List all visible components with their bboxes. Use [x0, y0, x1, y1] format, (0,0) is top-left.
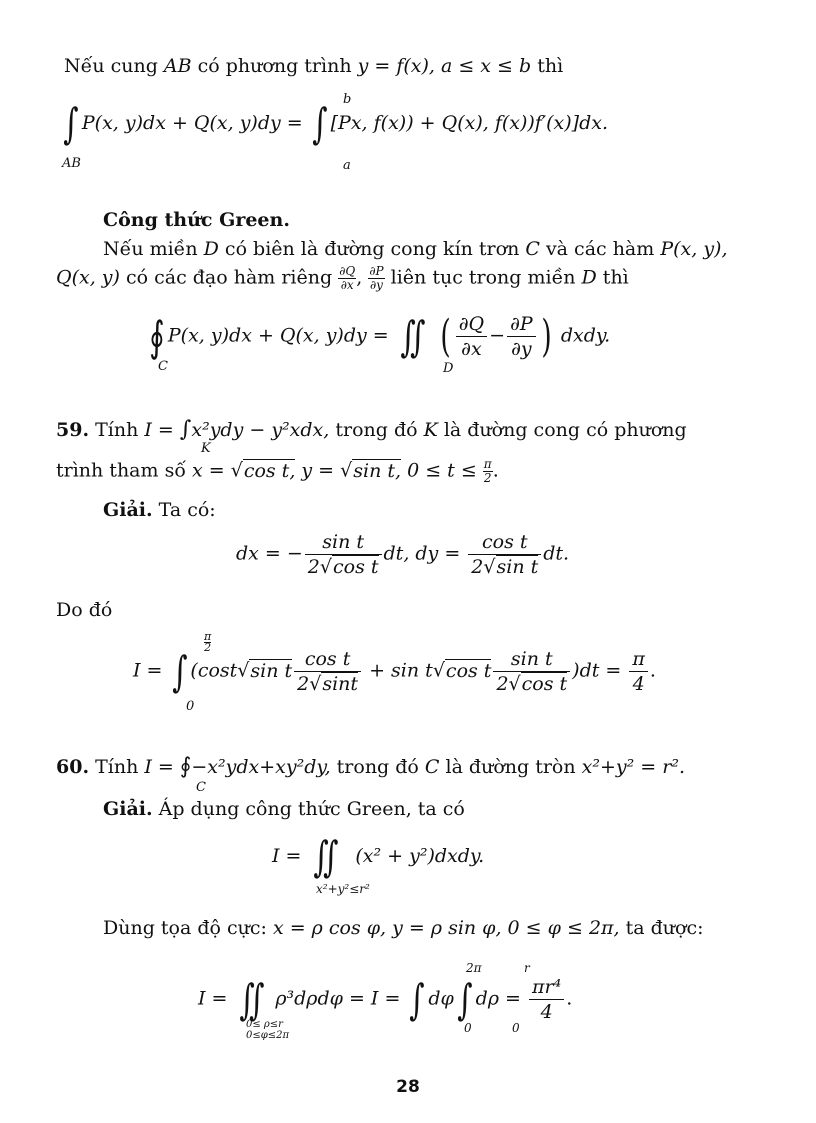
- math-text: trong đó: [329, 419, 424, 441]
- math-text: x = ρ cos φ, y = ρ sin φ, 0 ≤ φ ≤ 2π,: [272, 917, 620, 939]
- math-text: 0≤φ≤2π: [246, 1030, 290, 1041]
- math-text: sint: [322, 673, 359, 695]
- math-text: 60.: [56, 756, 90, 778]
- math-text: P(x, y)dx + Q(x, y)dy =: [167, 324, 389, 347]
- math-text: .: [566, 987, 573, 1010]
- math-text: Ta có:: [152, 499, 216, 521]
- math-text: dt.: [543, 542, 570, 565]
- paragraph-line: [103, 237, 728, 261]
- text: thì: [531, 55, 564, 77]
- solution-intro: [103, 797, 465, 821]
- math-text: trong đó: [330, 756, 425, 778]
- math-text: sin t: [496, 556, 539, 578]
- math-text: sin t: [250, 659, 293, 682]
- problem-59-result: I = ∫ (cost√sin t $\frac{\text{cos t}}{2√\sin t}$ + sin t√cos t $\frac{\text{sin t}}{\text{2√cos t}}$ )dt = $\frac{\pi}{4}$ .: [133, 646, 656, 696]
- integral-lower-limit: D: [443, 361, 454, 376]
- fraction: [456, 312, 487, 361]
- math-text: P(x, y),: [660, 238, 728, 260]
- integral-region: [246, 1019, 289, 1041]
- integral-region: x²+y²≤r²: [316, 882, 370, 896]
- math: y = f(x), a ≤ x ≤ b: [357, 55, 532, 77]
- problem-60-double-integral: [272, 832, 485, 881]
- integral-upper-limit: b: [343, 92, 352, 107]
- math-text: trình tham số: [56, 459, 192, 482]
- integral-lower-limit: 0: [186, 699, 195, 714]
- integral-sign: ∫: [409, 974, 426, 1024]
- math-text: ∂P: [369, 264, 384, 278]
- parenthesis: ): [541, 310, 552, 362]
- math-text: 2: [496, 673, 509, 695]
- problem-59-statement: 59. Tính I = ∫x²ydy − y²xdx, trong đó K là đường cong có phương: [56, 417, 687, 442]
- math-text: 2: [483, 471, 492, 485]
- math-text: là đường cong có phương: [437, 419, 687, 441]
- integral-lower-limit: K: [201, 441, 211, 456]
- math-text: −: [489, 324, 506, 347]
- math-text: .: [492, 459, 499, 482]
- math-text: ∂x: [340, 278, 354, 292]
- math-text: ∂y: [511, 338, 532, 360]
- math-text: C: [525, 238, 540, 260]
- problem-60-statement: 60. Tính I = ∮−x²ydx+xy²dy, trong đó C là đường tròn x²+y² = r².: [56, 754, 685, 779]
- integral-lower-limit: C: [196, 780, 206, 795]
- fraction: [368, 265, 384, 292]
- text: Nếu cung: [64, 55, 164, 77]
- math-text: có các đạo hàm riêng: [119, 266, 339, 289]
- math-text: ∂Q: [456, 312, 487, 337]
- math-text: C: [424, 756, 440, 778]
- math-text: π: [204, 630, 212, 643]
- math-text: 4: [540, 1001, 553, 1023]
- problem-60-result: [198, 975, 572, 1024]
- math-text: I =: [144, 756, 180, 778]
- math-text: x =: [191, 459, 231, 482]
- integral-lower-limit: AB: [62, 156, 81, 171]
- integral-lower-limit: a: [343, 158, 351, 173]
- math-text: I =: [144, 419, 174, 441]
- integral-lower-limit: C: [158, 359, 168, 374]
- fraction: [338, 265, 356, 292]
- fraction: $\frac{\text{cos t}}{2√\sin t}$: [294, 647, 361, 696]
- double-integral-sign: ∬: [400, 311, 426, 361]
- math-text: y =: [295, 459, 341, 482]
- math-text: liên tục trong miền: [384, 266, 582, 289]
- math-text: + sin t: [363, 659, 433, 682]
- math-text: cos t: [468, 530, 541, 555]
- math-text: Q(x, y): [56, 266, 120, 289]
- math-text: sin t,: [353, 459, 402, 482]
- math-text: 0≤ ρ≤r: [246, 1019, 283, 1030]
- math-text: π: [629, 647, 648, 672]
- problem-59-line2: trình tham số x = √cos t, y = √sin t, 0 ≤ t ≤ $\frac{\pi}{2}$ .: [56, 457, 499, 485]
- math-text: dt, dy =: [383, 542, 467, 565]
- text: có phương trình: [191, 55, 358, 77]
- math-text: thì: [596, 266, 629, 289]
- math-text: I =: [133, 659, 163, 682]
- integral-upper-limit: r: [524, 961, 530, 975]
- integral-lower-limit: 0: [464, 1021, 472, 1035]
- math-text: I =: [272, 845, 302, 867]
- math-text: .: [649, 659, 656, 682]
- integral-sign: ∬: [312, 832, 338, 881]
- math-text: dxdy.: [560, 324, 611, 347]
- fraction: $\frac{\text{sin t}}{\text{2√cos t}}$: [493, 647, 570, 696]
- math-text: 2: [297, 673, 310, 695]
- integral-sign: ∫: [63, 99, 79, 148]
- math: [Px, f(x)) + Q(x), f(x))f′(x)]dx.: [330, 112, 609, 134]
- math-text: K: [423, 419, 438, 441]
- fraction: $\frac{\text{sin t}}{\text{2√cos t}}$: [305, 530, 382, 579]
- math-text: Áp dụng công thức Green, ta có: [152, 798, 465, 820]
- fraction: $\frac{\text{cos t}}{\text{2√sin t}}$: [468, 530, 541, 579]
- line-integral-equation: [60, 99, 609, 148]
- differentials-equation: [236, 530, 569, 579]
- math-text: D: [581, 266, 597, 289]
- math: AB: [163, 55, 192, 77]
- math-text: (x² + y²)dxdy.: [355, 845, 485, 867]
- math-text: )dt =: [572, 659, 628, 682]
- math-text: có biên là đường cong kín trơn: [218, 238, 526, 260]
- fraction: [529, 975, 564, 1024]
- math-text: I =: [198, 987, 228, 1010]
- section-heading: Công thức Green.: [103, 209, 290, 231]
- fraction: [629, 647, 648, 696]
- math-text: cos t: [521, 673, 568, 695]
- intro-line: [64, 54, 563, 78]
- page-number: 28: [396, 1077, 420, 1097]
- math-text: D: [203, 238, 219, 260]
- math-text: dρ =: [475, 987, 528, 1010]
- paragraph-line: Q(x, y) có các đạo hàm riêng $\frac{\partial Q}{\partial x}$ , $\frac{\partial P}{\partial y}$ liên tục trong miền D thì: [56, 264, 629, 292]
- math-text: cos t,: [243, 459, 296, 482]
- math-text: ∂P: [507, 312, 536, 337]
- fraction: [507, 312, 536, 361]
- math-text: Giải.: [103, 499, 153, 521]
- math-text: 4: [632, 673, 645, 695]
- math-text: và các hàm: [539, 238, 661, 260]
- math-text: −x²ydx+xy²dy,: [191, 756, 331, 778]
- integral-sign: ∫: [457, 974, 473, 1024]
- math-text: ∂Q: [339, 264, 356, 278]
- math-text: sin t: [305, 530, 382, 555]
- math-text: ∂x: [461, 338, 482, 360]
- math-text: (cost: [190, 659, 238, 682]
- math-text: πr⁴: [529, 975, 564, 1000]
- math-text: ta được:: [619, 917, 704, 939]
- polar-coordinates-line: [103, 916, 704, 940]
- fraction: [483, 458, 493, 485]
- math-text: cos t: [445, 659, 492, 682]
- parenthesis: (: [439, 310, 451, 362]
- integral-sign: ∬: [238, 974, 264, 1024]
- math-text: Tính: [89, 419, 145, 441]
- contour-integral-sign: ∮: [149, 311, 165, 361]
- math-text: dx = −: [236, 542, 303, 565]
- math-text: sin t: [493, 647, 570, 672]
- math-text: ρ³dρdφ = I =: [275, 987, 407, 1010]
- math-text: cos t: [333, 556, 379, 578]
- math-text: Tính: [89, 756, 145, 778]
- math-text: Dùng tọa độ cực:: [103, 917, 273, 939]
- math-text: dφ: [428, 987, 454, 1010]
- math-text: 2: [471, 556, 484, 578]
- math-text: cos t: [294, 647, 361, 672]
- math-text: x²+y² = r².: [581, 756, 685, 778]
- integral-upper-limit: [204, 632, 211, 653]
- math-text: 0 ≤ t ≤: [401, 459, 483, 482]
- integral-sign: ∫: [171, 646, 188, 696]
- math-text: ∂y: [369, 278, 383, 292]
- math-text: 2: [307, 556, 320, 578]
- math-text: Nếu miền: [103, 238, 204, 260]
- math-text: π: [483, 457, 492, 471]
- math-text: là đường tròn: [439, 756, 582, 778]
- math-text: x²ydy − y²xdx,: [191, 419, 330, 441]
- integral-lower-limit: 0: [512, 1021, 520, 1035]
- integral-sign: ∫: [312, 99, 328, 148]
- problem-number: 59.: [56, 419, 90, 441]
- math-text: Giải.: [103, 798, 153, 820]
- math: P(x, y)dx + Q(x, y)dy =: [81, 112, 303, 134]
- solution-intro: [103, 498, 216, 522]
- integral-upper-limit: 2π: [466, 961, 482, 975]
- math-text: 2: [204, 641, 212, 654]
- green-formula: [146, 312, 610, 361]
- text: Do đó: [56, 599, 113, 621]
